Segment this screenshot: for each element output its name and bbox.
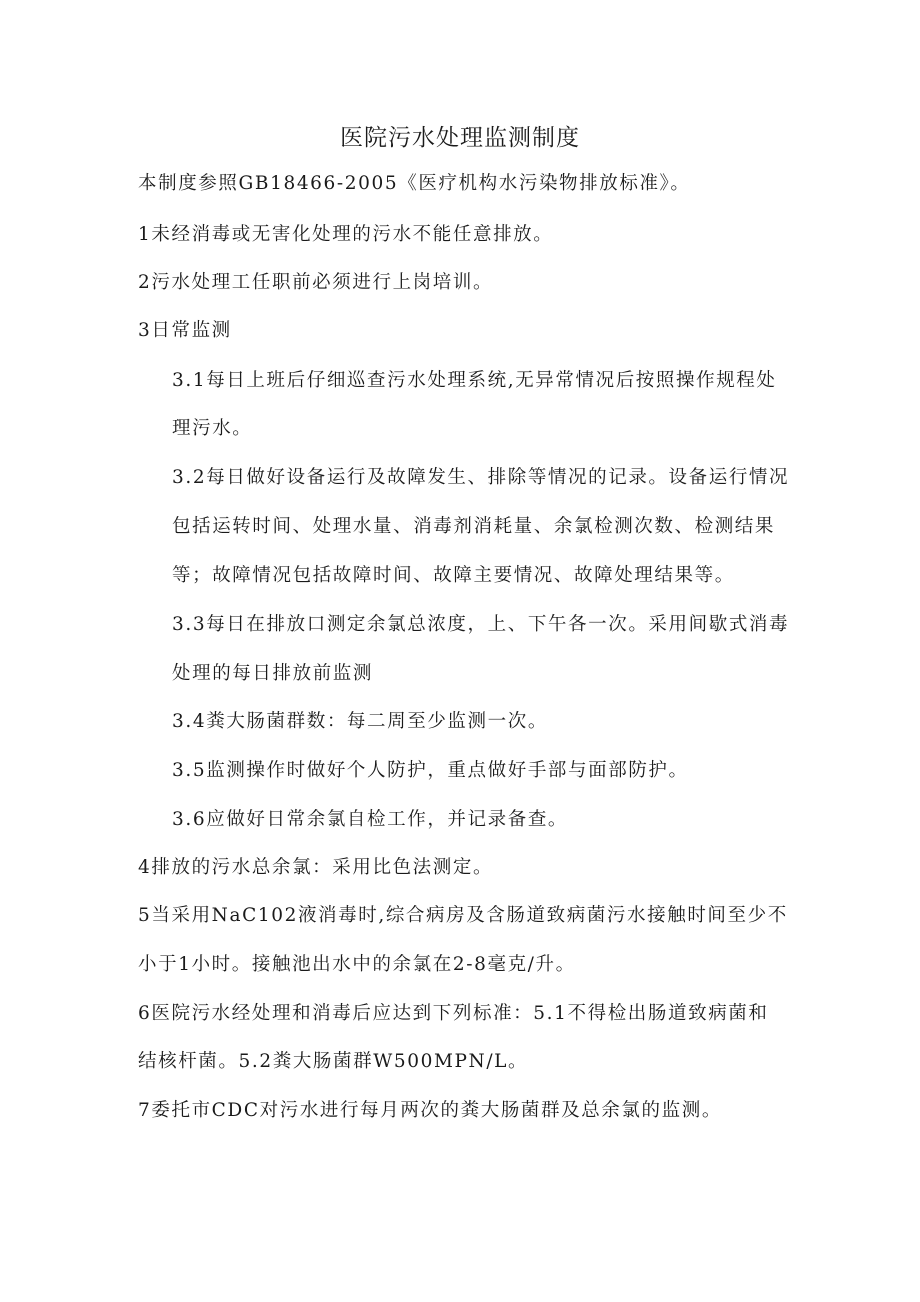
clause-7: 7委托市CDC对污水进行每月两次的粪大肠菌群及总余氯的监测。 [138,1100,722,1121]
clause-3-3-line-2: 处理的每日排放前监测 [172,663,374,684]
clause-6-line-2: 结核杆菌。5.2粪大肠菌群W500MPN/L。 [138,1051,529,1072]
clause-3-2-line-3: 等；故障情况包括故障时间、故障主要情况、故障处理结果等。 [172,565,735,586]
clause-3-3-line-1: 3.3每日在排放口测定余氯总浓度，上、下午各一次。采用间歇式消毒 [172,614,790,635]
clause-3-heading: 3日常监测 [138,320,232,341]
clause-5-line-2: 小于1小时。接触池出水中的余氯在2-8毫克/升。 [138,954,576,975]
clause-4: 4排放的污水总余氯：采用比色法测定。 [138,857,494,878]
clause-3-2-line-2: 包括运转时间、处理水量、消毒剂消耗量、余氯检测次数、检测结果 [172,516,776,537]
document-title: 医院污水处理监测制度 [340,125,580,151]
clause-3-4: 3.4粪大肠菌群数：每二周至少监测一次。 [172,711,548,732]
clause-3-1-line-2: 理污水。 [172,418,253,439]
clause-1: 1未经消毒或无害化处理的污水不能任意排放。 [138,224,554,245]
clause-3-2-line-1: 3.2每日做好设备运行及故障发生、排除等情况的记录。设备运行情况 [172,467,790,488]
clause-3-1-line-1: 3.1每日上班后仔细巡查污水处理系统,无异常情况后按照操作规程处 [172,370,777,391]
clause-2: 2污水处理工任职前必须进行上岗培训。 [138,272,494,293]
clause-6-line-1: 6医院污水经处理和消毒后应达到下列标准：5.1不得检出肠道致病菌和 [138,1003,769,1024]
clause-3-6: 3.6应做好日常余氯自检工作，并记录备查。 [172,809,569,830]
clause-5-line-1: 5当采用NaC102液消毒时,综合病房及含肠道致病菌污水接触时间至少不 [138,905,788,926]
clause-3-5: 3.5监测操作时做好个人防护，重点做好手部与面部防护。 [172,760,689,781]
intro-paragraph: 本制度参照GB18466-2005《医疗机构水污染物排放标准》。 [138,173,691,194]
